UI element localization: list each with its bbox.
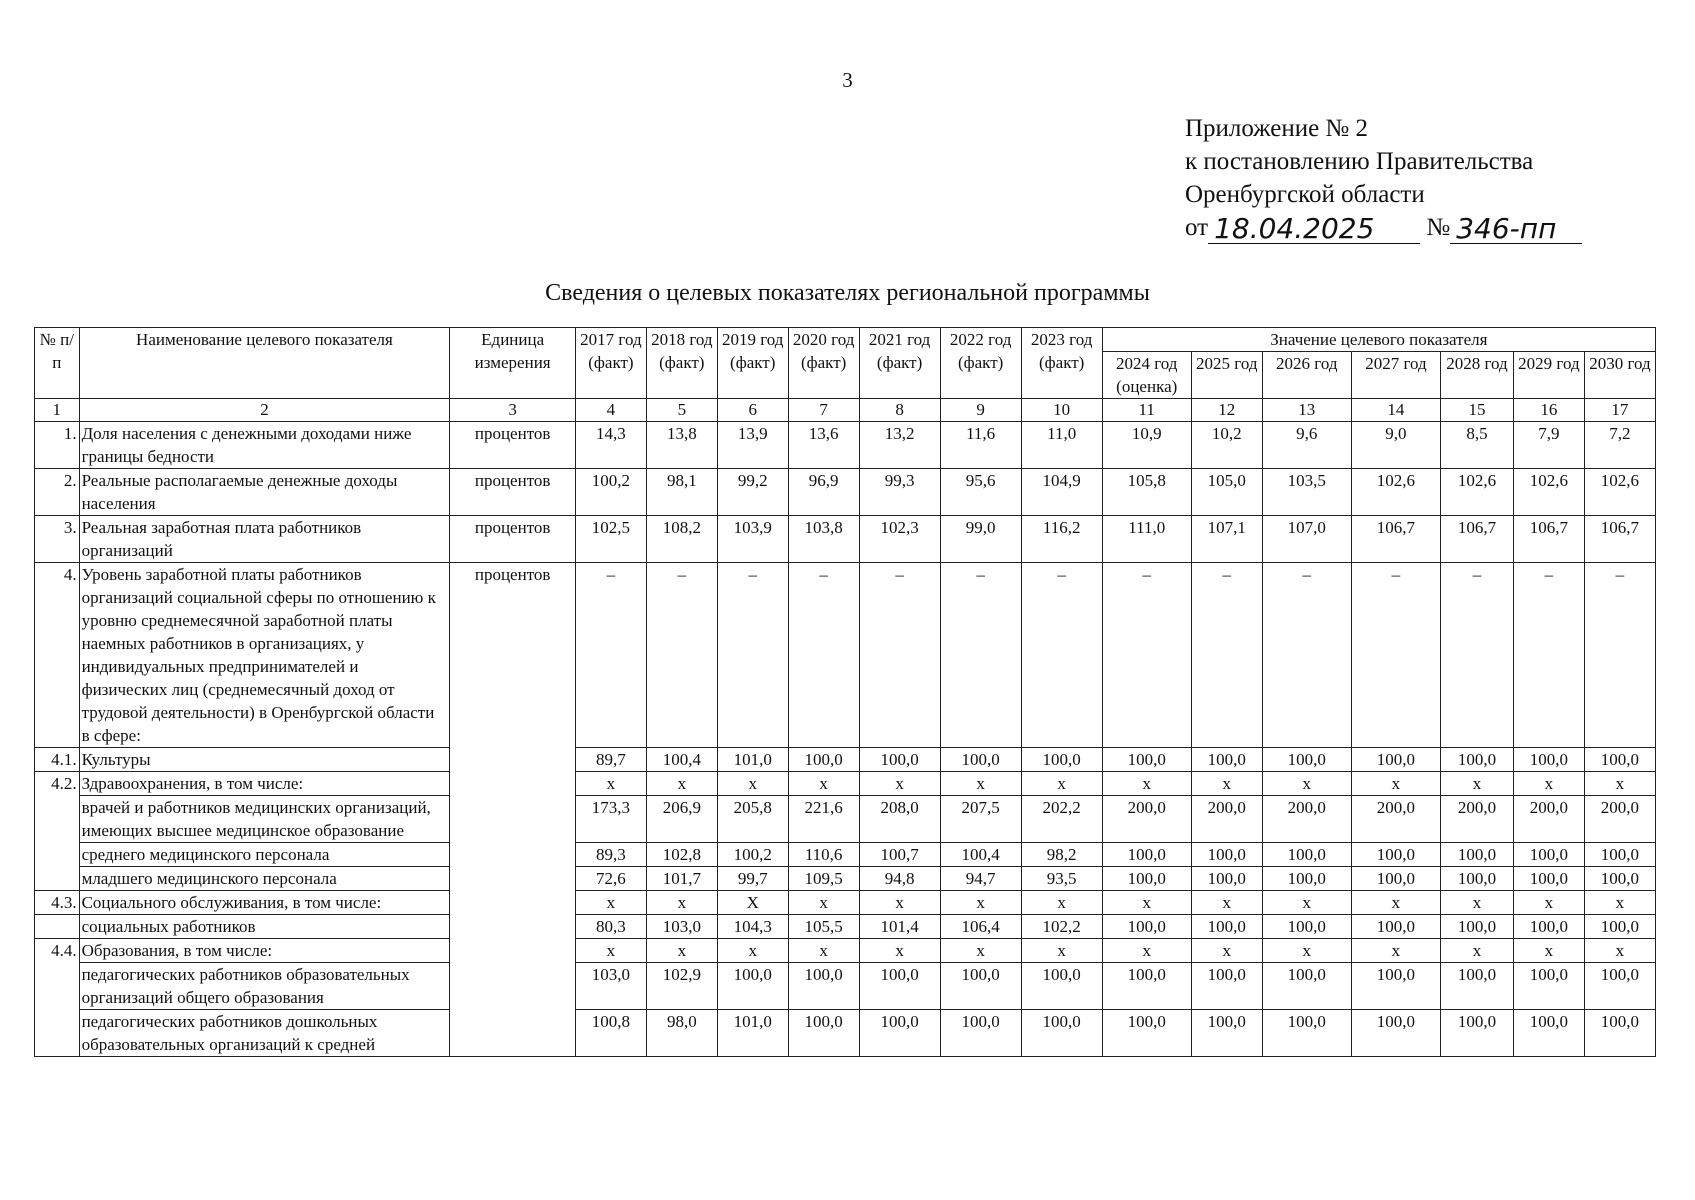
- value-cell: 100,0: [1191, 867, 1262, 891]
- value-cell: 99,3: [859, 469, 940, 516]
- value-cell: x: [1351, 891, 1440, 915]
- indicator-name-cell: Здравоохранения, в том числе:: [79, 772, 450, 796]
- value-cell: 100,2: [575, 469, 646, 516]
- value-cell: x: [575, 939, 646, 963]
- value-cell: 11,6: [940, 422, 1021, 469]
- value-cell: 7,2: [1584, 422, 1655, 469]
- value-cell: –: [1191, 563, 1262, 748]
- indicator-name-cell: педагогических работников образовательных организаций общего образования: [79, 963, 450, 1010]
- row-index-cell: [35, 915, 80, 939]
- value-cell: 100,0: [1191, 843, 1262, 867]
- value-cell: 100,0: [1513, 867, 1584, 891]
- value-cell: 100,0: [1441, 963, 1514, 1010]
- header-num: № п/п: [35, 328, 80, 399]
- value-cell: 102,6: [1441, 469, 1514, 516]
- value-cell: x: [1441, 772, 1514, 796]
- value-cell: 100,0: [1262, 748, 1351, 772]
- column-number-cell: 17: [1584, 399, 1655, 422]
- row-index-cell: 4.3.: [35, 891, 80, 915]
- value-cell: 100,0: [1021, 963, 1102, 1010]
- value-cell: 100,0: [1262, 963, 1351, 1010]
- header-2027: 2027 год: [1351, 352, 1440, 399]
- value-cell: 100,0: [1262, 843, 1351, 867]
- column-number-cell: 1: [35, 399, 80, 422]
- column-number-cell: 2: [79, 399, 450, 422]
- header-2023: 2023 год (факт): [1021, 328, 1102, 399]
- value-cell: 103,0: [646, 915, 717, 939]
- value-cell: x: [940, 891, 1021, 915]
- appendix-line-1: Приложение № 2: [1185, 115, 1369, 142]
- appendix-line-2: к постановлению Правительства: [1185, 148, 1534, 175]
- value-cell: 100,0: [940, 963, 1021, 1010]
- value-cell: 200,0: [1262, 796, 1351, 843]
- indicator-table: [34, 327, 1656, 1057]
- value-cell: 100,0: [1191, 748, 1262, 772]
- value-cell: 100,0: [1584, 915, 1655, 939]
- value-cell: x: [575, 891, 646, 915]
- value-cell: –: [646, 563, 717, 748]
- value-cell: x: [646, 939, 717, 963]
- value-cell: 102,8: [646, 843, 717, 867]
- value-cell: 108,2: [646, 516, 717, 563]
- value-cell: –: [1513, 563, 1584, 748]
- value-cell: 102,6: [1513, 469, 1584, 516]
- value-cell: 100,0: [1351, 915, 1440, 939]
- indicator-name-cell: Образования, в том числе:: [79, 939, 450, 963]
- value-cell: 100,0: [859, 963, 940, 1010]
- header-2020: 2020 год (факт): [788, 328, 859, 399]
- value-cell: 100,0: [788, 1010, 859, 1057]
- table-row: [35, 516, 1656, 563]
- value-cell: 100,0: [1191, 1010, 1262, 1057]
- value-cell: 100,0: [859, 1010, 940, 1057]
- value-cell: –: [1584, 563, 1655, 748]
- value-cell: 100,0: [717, 963, 788, 1010]
- value-cell: 13,2: [859, 422, 940, 469]
- row-index-cell: 4.1.: [35, 748, 80, 772]
- table-row: [35, 469, 1656, 516]
- value-cell: 103,5: [1262, 469, 1351, 516]
- value-cell: 80,3: [575, 915, 646, 939]
- value-cell: 89,3: [575, 843, 646, 867]
- value-cell: x: [788, 939, 859, 963]
- value-cell: 102,3: [859, 516, 940, 563]
- value-cell: x: [646, 891, 717, 915]
- indicator-name-cell: Социального обслуживания, в том числе:: [79, 891, 450, 915]
- value-cell: 7,9: [1513, 422, 1584, 469]
- value-cell: 93,5: [1021, 867, 1102, 891]
- column-number-cell: 8: [859, 399, 940, 422]
- value-cell: 100,0: [1262, 1010, 1351, 1057]
- value-cell: 100,0: [1351, 748, 1440, 772]
- column-number-row: [35, 399, 1656, 422]
- value-cell: 107,1: [1191, 516, 1262, 563]
- value-cell: 105,5: [788, 915, 859, 939]
- handwritten-date: 18.04.2025: [1208, 215, 1420, 244]
- value-cell: 200,0: [1441, 796, 1514, 843]
- value-cell: 221,6: [788, 796, 859, 843]
- header-2028: 2028 год: [1441, 352, 1514, 399]
- value-cell: 100,0: [1441, 843, 1514, 867]
- value-cell: 100,2: [717, 843, 788, 867]
- table-row: [35, 867, 1656, 891]
- value-cell: x: [1351, 772, 1440, 796]
- table-row: [35, 563, 1656, 748]
- header-2018: 2018 год (факт): [646, 328, 717, 399]
- header-row-1: [35, 328, 1656, 352]
- value-cell: 109,5: [788, 867, 859, 891]
- table-row: [35, 891, 1656, 915]
- value-cell: x: [1351, 939, 1440, 963]
- value-cell: 9,0: [1351, 422, 1440, 469]
- column-number-cell: 5: [646, 399, 717, 422]
- indicator-name-cell: Доля населения с денежными доходами ниже границы бедности: [79, 422, 450, 469]
- value-cell: 102,6: [1351, 469, 1440, 516]
- value-cell: 173,3: [575, 796, 646, 843]
- value-cell: 106,7: [1513, 516, 1584, 563]
- value-cell: 100,0: [1021, 1010, 1102, 1057]
- indicator-name-cell: Уровень заработной платы работников организаций социальной сферы по отношению к уровню среднемесячной заработной платы наемных работников в организациях, у индивидуальных предпринимателей и физических лиц (среднемесячный доход от трудовой деятельности) в Оренбургской области в сфере:: [79, 563, 450, 748]
- row-index-cell: 2.: [35, 469, 80, 516]
- value-cell: 100,0: [1351, 867, 1440, 891]
- value-cell: 100,0: [1513, 748, 1584, 772]
- value-cell: 100,0: [940, 1010, 1021, 1057]
- value-cell: 100,0: [859, 748, 940, 772]
- value-cell: 100,0: [1262, 867, 1351, 891]
- value-cell: 100,0: [788, 963, 859, 1010]
- value-cell: x: [859, 891, 940, 915]
- value-cell: 207,5: [940, 796, 1021, 843]
- value-cell: 103,9: [717, 516, 788, 563]
- value-cell: 94,7: [940, 867, 1021, 891]
- column-number-cell: 6: [717, 399, 788, 422]
- value-cell: x: [1584, 772, 1655, 796]
- header-name: Наименование целевого показателя: [79, 328, 450, 399]
- header-2025: 2025 год: [1191, 352, 1262, 399]
- value-cell: x: [1191, 891, 1262, 915]
- value-cell: 107,0: [1262, 516, 1351, 563]
- value-cell: 99,7: [717, 867, 788, 891]
- column-number-cell: 11: [1102, 399, 1191, 422]
- value-cell: 200,0: [1351, 796, 1440, 843]
- appendix-signature-line: [1185, 211, 1582, 244]
- value-cell: 116,2: [1021, 516, 1102, 563]
- header-2024: 2024 год (оценка): [1102, 352, 1191, 399]
- value-cell: 100,0: [1513, 1010, 1584, 1057]
- value-cell: 101,7: [646, 867, 717, 891]
- number-label: №: [1426, 214, 1451, 241]
- value-cell: 103,8: [788, 516, 859, 563]
- value-cell: 106,7: [1441, 516, 1514, 563]
- value-cell: 105,0: [1191, 469, 1262, 516]
- column-number-cell: 16: [1513, 399, 1584, 422]
- value-cell: x: [1191, 772, 1262, 796]
- value-cell: 100,0: [1441, 867, 1514, 891]
- value-cell: x: [1513, 891, 1584, 915]
- appendix-block: [1185, 112, 1582, 244]
- value-cell: 101,0: [717, 1010, 788, 1057]
- unit-cell: процентов: [450, 422, 576, 469]
- value-cell: x: [1262, 939, 1351, 963]
- column-number-cell: 15: [1441, 399, 1514, 422]
- value-cell: 100,0: [1262, 915, 1351, 939]
- unit-cell: процентов: [450, 516, 576, 563]
- value-cell: x: [1262, 772, 1351, 796]
- header-target-value-group: Значение целевого показателя: [1102, 328, 1655, 352]
- value-cell: 100,0: [1513, 915, 1584, 939]
- value-cell: –: [859, 563, 940, 748]
- value-cell: x: [1102, 891, 1191, 915]
- header-2030: 2030 год: [1584, 352, 1655, 399]
- row-index-cell: 1.: [35, 422, 80, 469]
- value-cell: 100,0: [1021, 748, 1102, 772]
- column-number-cell: 10: [1021, 399, 1102, 422]
- handwritten-number: 346-пп: [1450, 215, 1582, 244]
- value-cell: 205,8: [717, 796, 788, 843]
- value-cell: 100,0: [1513, 843, 1584, 867]
- value-cell: 100,0: [1584, 963, 1655, 1010]
- row-index-cell: 4.: [35, 563, 80, 748]
- unit-cell: процентов: [450, 563, 576, 1057]
- value-cell: 100,0: [788, 748, 859, 772]
- value-cell: x: [1513, 939, 1584, 963]
- value-cell: x: [1584, 939, 1655, 963]
- value-cell: 106,7: [1351, 516, 1440, 563]
- value-cell: x: [1584, 891, 1655, 915]
- value-cell: –: [1441, 563, 1514, 748]
- indicator-name-cell: Культуры: [79, 748, 450, 772]
- row-index-cell: 3.: [35, 516, 80, 563]
- column-number-cell: 9: [940, 399, 1021, 422]
- value-cell: 105,8: [1102, 469, 1191, 516]
- value-cell: 11,0: [1021, 422, 1102, 469]
- value-cell: 13,8: [646, 422, 717, 469]
- table-row: [35, 422, 1656, 469]
- value-cell: 100,0: [1351, 963, 1440, 1010]
- value-cell: 99,0: [940, 516, 1021, 563]
- value-cell: X: [717, 891, 788, 915]
- value-cell: 111,0: [1102, 516, 1191, 563]
- value-cell: x: [1513, 772, 1584, 796]
- value-cell: 102,9: [646, 963, 717, 1010]
- value-cell: x: [1021, 939, 1102, 963]
- value-cell: 106,7: [1584, 516, 1655, 563]
- value-cell: –: [717, 563, 788, 748]
- column-number-cell: 14: [1351, 399, 1440, 422]
- value-cell: 200,0: [1102, 796, 1191, 843]
- value-cell: x: [859, 939, 940, 963]
- value-cell: 13,6: [788, 422, 859, 469]
- value-cell: x: [788, 772, 859, 796]
- value-cell: 10,9: [1102, 422, 1191, 469]
- value-cell: 100,0: [1102, 748, 1191, 772]
- header-2021: 2021 год (факт): [859, 328, 940, 399]
- value-cell: x: [1102, 772, 1191, 796]
- header-2026: 2026 год: [1262, 352, 1351, 399]
- column-number-cell: 7: [788, 399, 859, 422]
- header-2022: 2022 год (факт): [940, 328, 1021, 399]
- value-cell: 200,0: [1584, 796, 1655, 843]
- table-row: [35, 915, 1656, 939]
- row-index-cell: 4.2.: [35, 772, 80, 891]
- table-row: [35, 843, 1656, 867]
- table-row: [35, 963, 1656, 1010]
- value-cell: 100,0: [940, 748, 1021, 772]
- document-title: Сведения о целевых показателях региональной программы: [545, 280, 1150, 306]
- value-cell: 96,9: [788, 469, 859, 516]
- value-cell: 100,0: [1351, 843, 1440, 867]
- value-cell: 102,2: [1021, 915, 1102, 939]
- value-cell: –: [1021, 563, 1102, 748]
- value-cell: 100,0: [1441, 1010, 1514, 1057]
- value-cell: 100,0: [1351, 1010, 1440, 1057]
- value-cell: 100,0: [1102, 867, 1191, 891]
- value-cell: 102,6: [1584, 469, 1655, 516]
- value-cell: 100,0: [1102, 1010, 1191, 1057]
- value-cell: 100,0: [1584, 843, 1655, 867]
- value-cell: 100,0: [1102, 843, 1191, 867]
- indicator-name-cell: Реальные располагаемые денежные доходы населения: [79, 469, 450, 516]
- value-cell: x: [1021, 772, 1102, 796]
- value-cell: 200,0: [1191, 796, 1262, 843]
- value-cell: –: [1262, 563, 1351, 748]
- value-cell: 100,0: [1102, 963, 1191, 1010]
- row-index-cell: 4.4.: [35, 939, 80, 1057]
- value-cell: 110,6: [788, 843, 859, 867]
- value-cell: x: [788, 891, 859, 915]
- value-cell: 98,2: [1021, 843, 1102, 867]
- value-cell: x: [1441, 939, 1514, 963]
- value-cell: x: [940, 939, 1021, 963]
- value-cell: 206,9: [646, 796, 717, 843]
- value-cell: –: [940, 563, 1021, 748]
- header-2017: 2017 год (факт): [575, 328, 646, 399]
- value-cell: 98,0: [646, 1010, 717, 1057]
- value-cell: 100,0: [1584, 1010, 1655, 1057]
- table-row: [35, 796, 1656, 843]
- indicator-name-cell: педагогических работников дошкольных образовательных организаций к средней: [79, 1010, 450, 1057]
- indicator-name-cell: Реальная заработная плата работников организаций: [79, 516, 450, 563]
- value-cell: x: [1102, 939, 1191, 963]
- value-cell: 104,9: [1021, 469, 1102, 516]
- value-cell: 100,0: [1584, 867, 1655, 891]
- value-cell: 100,4: [646, 748, 717, 772]
- column-number-cell: 13: [1262, 399, 1351, 422]
- value-cell: 100,0: [1584, 748, 1655, 772]
- from-label: от: [1185, 214, 1209, 241]
- value-cell: 100,0: [1441, 915, 1514, 939]
- value-cell: 89,7: [575, 748, 646, 772]
- value-cell: 100,8: [575, 1010, 646, 1057]
- value-cell: 104,3: [717, 915, 788, 939]
- value-cell: 72,6: [575, 867, 646, 891]
- table-row: [35, 748, 1656, 772]
- table-row: [35, 1010, 1656, 1057]
- value-cell: –: [575, 563, 646, 748]
- indicator-name-cell: врачей и работников медицинских организаций, имеющих высшее медицинское образование: [79, 796, 450, 843]
- value-cell: 100,0: [1191, 963, 1262, 1010]
- value-cell: 14,3: [575, 422, 646, 469]
- value-cell: 100,0: [1513, 963, 1584, 1010]
- value-cell: 98,1: [646, 469, 717, 516]
- value-cell: –: [1102, 563, 1191, 748]
- value-cell: x: [717, 772, 788, 796]
- value-cell: 202,2: [1021, 796, 1102, 843]
- table-row: [35, 772, 1656, 796]
- value-cell: x: [859, 772, 940, 796]
- value-cell: x: [717, 939, 788, 963]
- value-cell: x: [940, 772, 1021, 796]
- value-cell: –: [788, 563, 859, 748]
- unit-cell: процентов: [450, 469, 576, 516]
- value-cell: 102,5: [575, 516, 646, 563]
- value-cell: x: [1441, 891, 1514, 915]
- value-cell: 200,0: [1513, 796, 1584, 843]
- table-body: [35, 422, 1656, 1057]
- value-cell: x: [575, 772, 646, 796]
- value-cell: x: [1021, 891, 1102, 915]
- header-unit: Единица измерения: [450, 328, 576, 399]
- value-cell: 208,0: [859, 796, 940, 843]
- value-cell: –: [1351, 563, 1440, 748]
- column-number-cell: 4: [575, 399, 646, 422]
- value-cell: 10,2: [1191, 422, 1262, 469]
- value-cell: x: [646, 772, 717, 796]
- value-cell: 100,0: [1191, 915, 1262, 939]
- column-number-cell: 3: [450, 399, 576, 422]
- value-cell: 95,6: [940, 469, 1021, 516]
- page-number: 3: [842, 68, 853, 92]
- value-cell: 100,7: [859, 843, 940, 867]
- table-row: [35, 939, 1656, 963]
- value-cell: 94,8: [859, 867, 940, 891]
- value-cell: 99,2: [717, 469, 788, 516]
- value-cell: 100,0: [1441, 748, 1514, 772]
- value-cell: 103,0: [575, 963, 646, 1010]
- column-number-cell: 12: [1191, 399, 1262, 422]
- value-cell: 106,4: [940, 915, 1021, 939]
- header-2019: 2019 год (факт): [717, 328, 788, 399]
- indicator-name-cell: младшего медицинского персонала: [79, 867, 450, 891]
- appendix-line-3: Оренбургской области: [1185, 181, 1425, 208]
- value-cell: 8,5: [1441, 422, 1514, 469]
- value-cell: 101,4: [859, 915, 940, 939]
- header-2029: 2029 год: [1513, 352, 1584, 399]
- value-cell: 13,9: [717, 422, 788, 469]
- value-cell: 100,0: [1102, 915, 1191, 939]
- value-cell: x: [1262, 891, 1351, 915]
- indicator-name-cell: социальных работников: [79, 915, 450, 939]
- value-cell: x: [1191, 939, 1262, 963]
- value-cell: 101,0: [717, 748, 788, 772]
- value-cell: 9,6: [1262, 422, 1351, 469]
- indicator-name-cell: среднего медицинского персонала: [79, 843, 450, 867]
- value-cell: 100,4: [940, 843, 1021, 867]
